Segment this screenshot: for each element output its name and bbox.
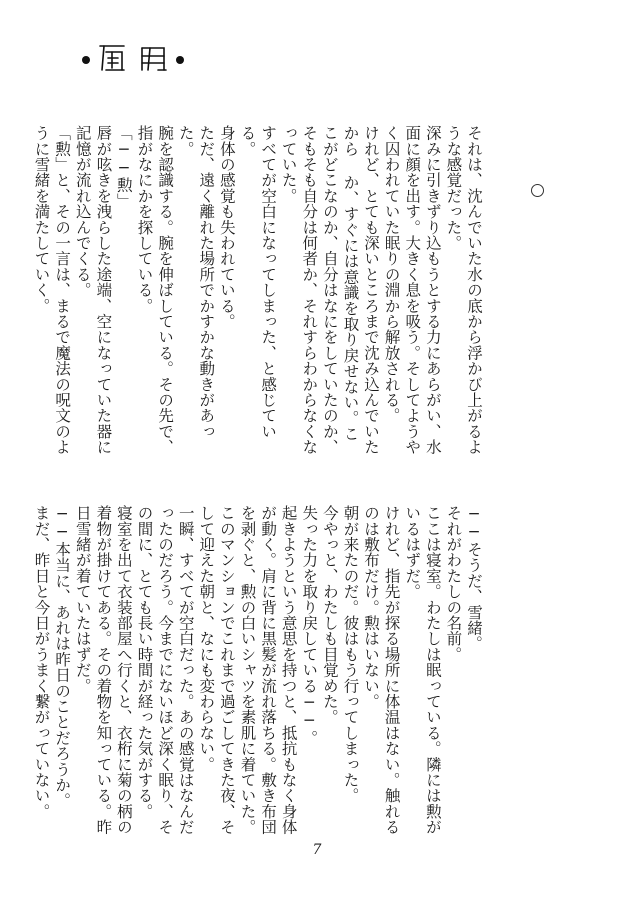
bullet-right-icon	[176, 56, 184, 64]
text-block-top	[32, 125, 484, 457]
paragraph: ただ、遠く離れた場所でかすかな動きがあった。	[176, 125, 216, 439]
paragraph: 「勲」と、その一言は、まるで魔法の呪文のように雪緒を満たしていく。	[32, 125, 72, 455]
paragraph: 今やっと、わたしも目覚めた。	[320, 505, 339, 725]
title-glyph-2	[142, 48, 166, 70]
paragraph: 唇が呟きを洩らした途端、空になっていた器に記憶が流れ込んでくる。	[73, 125, 113, 455]
paragraph: 「──勲」	[114, 125, 133, 209]
paragraph: けれど、とても深いところまで沈み込んでいたから か、すぐには意識を取り戻せない。ここがどこなのか、自分はなにをしていたのか、そもそも自分は何者か、それすらわからなくなっていた。	[279, 125, 381, 455]
text-block-bottom	[32, 505, 484, 837]
paragraph: それは、沈んでいた水の底から浮かび上がるような感覚だった。	[444, 125, 483, 455]
paragraph: それがわたしの名前。	[444, 505, 463, 662]
paragraph: 腕を認識する。腕を伸ばしている。その先で、指がなにかを探している。	[135, 125, 175, 455]
scene-break-circle-icon	[531, 184, 544, 197]
paragraph: 深みに引きずり込もうとする力にあらがい、水面に顔を出す。大きく息を吸う。そしてようやく囚われていた眠りの淵から解放される。	[382, 125, 442, 455]
chapter-title-text	[80, 76, 81, 77]
paragraph: けれど、指先が探る場所に体温はない。触れるのは敷布だけ。勲はいない。	[362, 505, 401, 835]
paragraph: 一瞬、すべてが空白だった。あの感覚はなんだったのだろう。今までにないほど深く眠り、その間に、とても長い時間が経った気がする。	[135, 505, 195, 835]
paragraph: 身体の感覚も失われている。	[217, 125, 236, 330]
paragraph: 起きようという意思を持つと、抵抗もなく身体が動く。肩に背に黒髪が流れ落ちる。敷き布団を剥ぐと、勲の白いシャツを素肌に着ていた。	[238, 505, 298, 835]
title-glyph-1	[100, 46, 124, 70]
paragraph: 朝が来たのだ。彼はもう行ってしまった。	[341, 505, 360, 804]
paragraph: ──本当に、あれは昨日のことだろうか。	[53, 505, 72, 809]
chapter-title	[80, 40, 192, 76]
paragraph: このマンションでこれまで過ごしてきた夜、そして迎えた朝と、なにも変わらない。	[197, 505, 236, 835]
paragraph: ──そうだ、雪緒。	[465, 505, 483, 652]
bullet-left-icon	[82, 56, 90, 64]
paragraph: まだ、昨日と今日がうまく繋がっていない。	[32, 505, 51, 819]
page-number: 7	[312, 842, 322, 858]
paragraph: 失った力を取り戻している──。	[300, 505, 319, 746]
paragraph: ここは寝室。わたしは眠っている。隣には勲がいるはずだ。	[403, 505, 442, 835]
chapter-title-ornament	[80, 40, 192, 76]
paragraph: すべてが空白になってしまった、と感じている。	[238, 125, 278, 439]
paragraph: 寝室を出て衣装部屋へ行くと、衣桁に菊の柄の着物が掛けてある。その着物を知っている。昨日雪緒が着ていたはずだ。	[73, 505, 133, 835]
